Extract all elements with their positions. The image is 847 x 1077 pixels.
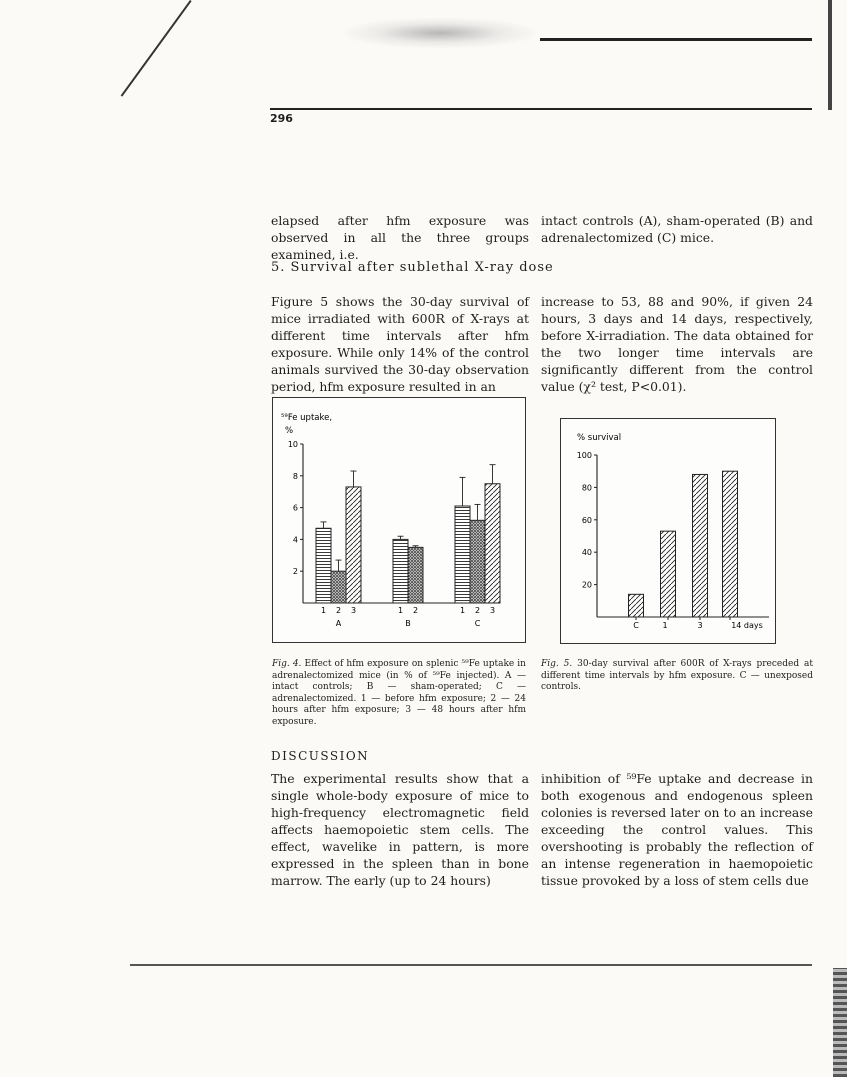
- fig4-y-tick-label: 8: [292, 471, 298, 481]
- fig4-bar-tick-label: 2: [335, 606, 342, 615]
- section-heading: 5. Survival after sublethal X-ray dose: [271, 260, 554, 275]
- fig4-bar-A-3: [346, 487, 361, 603]
- bottom-rule: [130, 964, 812, 966]
- discussion-right-column: [541, 770, 813, 889]
- fig4-ylabel-line2: %: [285, 426, 294, 436]
- fig4-bar-A-1: [316, 528, 331, 603]
- fig5-y-tick-label: 20: [581, 580, 592, 590]
- section5-right-text: increase to 53, 88 and 90%, if given 24 hours, 3 days and 14 days, respectively, before X-irradiation. The data obtained for the two longer time intervals are significantly different from the control value (χ² test, P<0.01).: [541, 294, 813, 394]
- fig4-ylabel-line1: ⁵⁹Fe uptake,: [281, 413, 333, 423]
- fig4-y-tick-label: 4: [292, 535, 298, 545]
- figure5-box: [560, 418, 776, 644]
- page-number: 296: [270, 112, 293, 125]
- fig5-bar-1: [661, 531, 676, 617]
- fig4-bar-B-2: [408, 547, 423, 603]
- figure5-caption-text: 30-day survival after 600R of X-rays preceded at different time intervals by hfm exposure. C — unexposed controls.: [541, 659, 813, 692]
- top-rule: [540, 38, 812, 41]
- fig4-bar-C-2: [470, 520, 485, 603]
- fig4-group-label: C: [474, 619, 481, 628]
- fig5-x-tick-label: C: [633, 621, 639, 630]
- scan-edge-right: [828, 0, 832, 110]
- fig4-bar-C-3: [485, 484, 500, 603]
- fig5-y-tick-label: 100: [576, 451, 592, 460]
- top-left-column: [271, 212, 529, 263]
- discussion-right-text: inhibition of ⁵⁹Fe uptake and decrease in both exogenous and endogenous spleen colonies is reversed later on to an increase exceeding the control values. This overshooting is probably the reflection of an intense regeneration in haemopoietic tissue provoked by a loss of stem cells due: [541, 771, 813, 888]
- fig5-ylabel: % survival: [577, 433, 622, 443]
- fig5-x-tick-label: 3: [697, 621, 703, 630]
- figure4-box: [272, 397, 526, 643]
- fig4-bar-tick-label: 1: [459, 606, 466, 615]
- fig5-bar-3: [693, 474, 708, 617]
- fig4-y-tick-label: 2: [292, 567, 298, 577]
- fig4-bar-tick-label: 3: [350, 606, 357, 615]
- figure4-caption-label: Fig. 4.: [272, 659, 302, 669]
- fig5-y-tick-label: 40: [581, 548, 592, 558]
- figure4-caption-text: Effect of hfm exposure on splenic ⁵⁹Fe uptake in adrenalectomized mice (in % of ⁵⁹Fe injected). A — intact controls; B — sham-operated; C — adrenalectomized. 1 — before hfm exposure; 2 — 24 hours after hfm exposure; 3 — 48 hours after hfm exposure.: [272, 659, 526, 727]
- fig5-bar-C: [629, 594, 644, 617]
- discussion-left-column: [271, 770, 529, 889]
- figure5-caption: [541, 659, 813, 694]
- fig4-bar-tick-label: 1: [320, 606, 327, 615]
- fig4-bar-C-1: [455, 506, 470, 603]
- section5-right-column: [541, 293, 813, 395]
- section5-left-text: Figure 5 shows the 30-day survival of mice irradiated with 600R of X-rays at different time intervals after hfm exposure. While only 14% of the control animals survived the 30-day observation period, hfm exposure resulted in an: [271, 294, 529, 394]
- figure4-chart: [273, 398, 525, 642]
- top-right-column: [541, 212, 813, 246]
- fig5-x-tick-label: 1: [662, 621, 668, 630]
- fig4-y-tick-label: 10: [287, 440, 298, 449]
- section5-left-column: [271, 293, 529, 395]
- fig4-bar-tick-label: 3: [489, 606, 496, 615]
- fig5-y-tick-label: 80: [581, 483, 592, 493]
- discussion-left-text: The experimental results show that a single whole-body exposure of mice to high-frequency electromagnetic field affects haemopoietic stem cells. The effect, wavelike in pattern, is more expressed in the spleen than in bone marrow. The early (up to 24 hours): [271, 771, 529, 888]
- fig5-y-tick-label: 60: [581, 515, 592, 525]
- scan-smudge-top: [345, 18, 535, 48]
- discussion-heading: DISCUSSION: [271, 749, 370, 763]
- scan-edge-right-bottom: [833, 968, 847, 1077]
- top-left-text: elapsed after hfm exposure was observed in all the three groups examined, i.e.: [271, 213, 529, 262]
- fig4-y-tick-label: 6: [292, 503, 298, 513]
- top-right-text: intact controls (A), sham-operated (B) and adrenalectomized (C) mice.: [541, 213, 813, 245]
- fig4-group-label: A: [335, 619, 342, 628]
- fig4-bar-tick-label: 2: [474, 606, 481, 615]
- figure5-caption-label: Fig. 5.: [541, 659, 573, 669]
- scan-mark-diagonal: [121, 0, 192, 97]
- figure4-caption: [272, 659, 526, 728]
- fig4-bar-B-1: [393, 539, 408, 603]
- figure5-chart: [561, 419, 775, 643]
- fig5-x-tick-label: 14 days: [731, 621, 763, 630]
- fig4-bar-tick-label: 2: [412, 606, 419, 615]
- fig4-bar-A-2: [331, 571, 346, 603]
- fig4-bar-tick-label: 1: [397, 606, 404, 615]
- fig5-bar-14-days: [723, 471, 738, 617]
- header-rule: [270, 108, 812, 110]
- fig4-group-label: B: [405, 619, 411, 628]
